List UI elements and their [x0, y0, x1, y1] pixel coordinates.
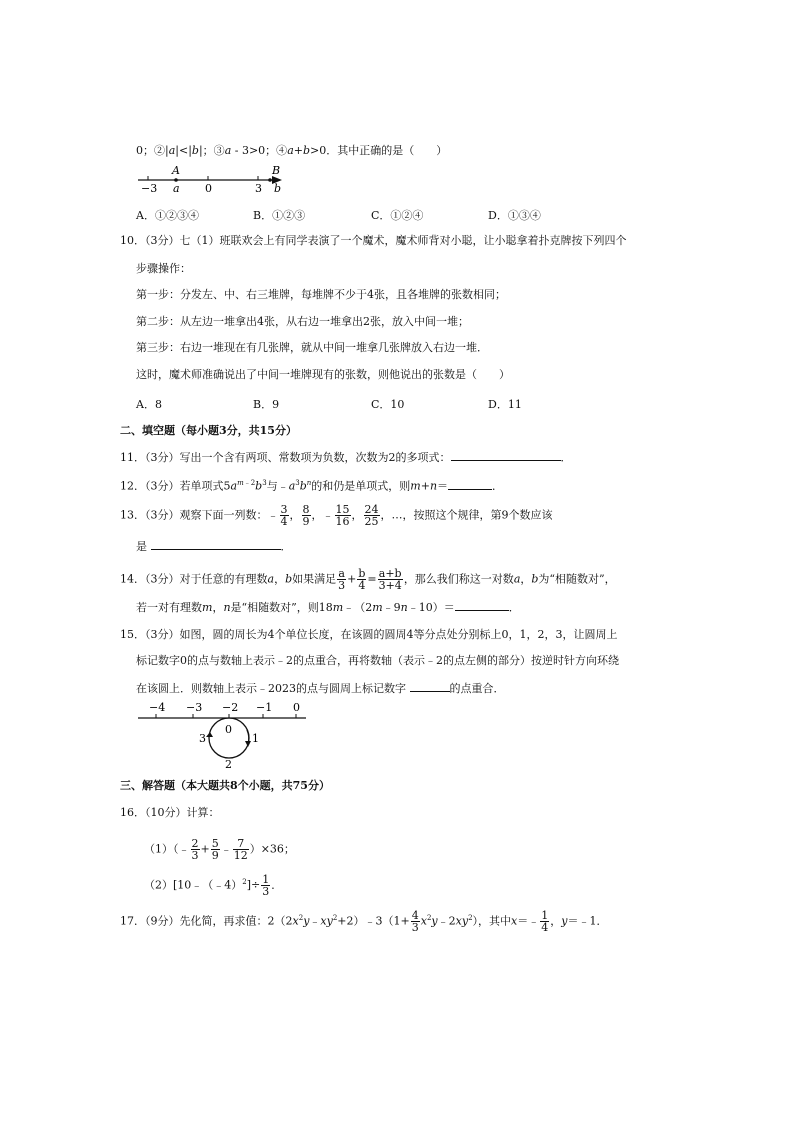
q14-text: 14．（3分）对于任意的有理数a，b如果满足 $\frac{a}{3}$ + $\frac{b}{4}$ = $\frac{a+b}{3+4}$ ，那么我们称这一对数a，b为“相随数对”，: [120, 567, 616, 592]
q15-tick-0: 0: [293, 701, 300, 714]
q15-line3: 在该圆上．则数轴上表示﹣2023的点与圆周上标记数字 的点重合．: [136, 682, 505, 695]
q16-title: 16．（10分）计算：: [120, 806, 220, 819]
q12-answer-blank[interactable]: [448, 479, 492, 490]
q15-answer-blank[interactable]: [410, 681, 450, 692]
q9-point-A: A: [172, 164, 180, 177]
q10-option-d[interactable]: D．11: [488, 398, 522, 411]
q10-line6: 这时，魔术师准确说出了中间一堆牌现有的张数，则他说出的张数是（ ）: [136, 368, 510, 381]
q9-option-d[interactable]: D．①③④: [488, 209, 541, 222]
q17-text: 17．（9分）先化简，再求值：$2(2x^2y﹣xy^2+2)﹣3(1+$ $\frac{4}{3}$ $x^2y﹣2xy^2$），其中x＝﹣ $\frac{1}{4}$ ，y＝﹣1．: [120, 909, 608, 934]
q9-tick-b: b: [274, 182, 282, 195]
q9-option-a[interactable]: A．①②③④: [136, 209, 199, 222]
q9-text: 0；②|a|<|b|；③a - 3>0；④a+b>0．其中正确的是（ ）: [136, 144, 448, 157]
q10-step1: 第一步：分发左、中、右三堆牌，每堆牌不少于4张，且各堆牌的张数相同；: [136, 288, 506, 301]
q9-number-line: [138, 164, 288, 196]
q13-text-line2: 是 ．: [136, 540, 292, 553]
q14-text-line2: 若一对有理数m，n是“相随数对”，则18m﹣（2m﹣9n﹣10）＝ ．: [136, 601, 520, 614]
q12-text: 12．（3分）若单项式$5a^{m﹣2}b^3$与$﹣a^3b^n$的和仍是单项式，则m+n＝ ．: [120, 479, 504, 493]
q15-circle-3: 3: [199, 732, 206, 745]
q15-circle-1: 1: [252, 732, 259, 745]
q15-tick-neg1: −1: [256, 701, 273, 714]
q15-tick-neg3: −3: [186, 701, 203, 714]
q15-circle-diagram: [138, 702, 308, 770]
q13-answer-blank[interactable]: [151, 539, 281, 550]
q16-part1: （1）（﹣ $\frac{2}{3}$ + $\frac{5}{9}$ ﹣ $\frac{7}{12}$ ）×36；: [144, 837, 295, 862]
q10-step2: 第二步：从左边一堆拿出4张，从右边一堆拿出2张，放入中间一堆；: [136, 315, 469, 328]
q9-tick-a: a: [173, 182, 180, 195]
q10-option-a[interactable]: A．8: [136, 398, 162, 411]
q9-point-B: B: [272, 164, 281, 177]
q9-tick-0: 0: [205, 182, 212, 195]
q14-answer-blank[interactable]: [455, 600, 509, 611]
section-2-heading: 二、填空题（每小题3分，共15分）: [120, 424, 297, 437]
q10-option-c[interactable]: C．10: [371, 398, 405, 411]
q15-line2: 标记数字0的点与数轴上表示﹣2的点重合，再将数轴（表示﹣2的点左侧的部分）按逆时针方向环绕: [136, 654, 619, 667]
q15-circle-0: 0: [225, 723, 232, 736]
q9-tick-3: 3: [255, 182, 262, 195]
q9-option-c[interactable]: C．①②④: [371, 209, 424, 222]
section-3-heading: 三、解答题（本大题共8个小题，共75分）: [120, 779, 330, 792]
q10-line1: 10．（3分）七（1）班联欢会上有同学表演了一个魔术，魔术师背对小聪，让小聪拿着扑克牌按下列四个: [120, 234, 627, 247]
q15-circle-2: 2: [225, 758, 232, 771]
q10-option-b[interactable]: B．9: [253, 398, 280, 411]
q10-step3: 第三步：右边一堆现在有几张牌，就从中间一堆拿几张牌放入右边一堆．: [136, 341, 488, 354]
q15-line1: 15．（3分）如图，圆的周长为4个单位长度，在该圆的圆周4等分点处分别标上0，1，2，3，让圆周上: [120, 628, 618, 641]
q11-answer-blank[interactable]: [451, 450, 561, 461]
q15-tick-neg4: −4: [149, 701, 166, 714]
q10-line2: 步骤操作：: [136, 262, 191, 275]
q9-tick-neg3: −3: [141, 182, 158, 195]
q11-text: 11．（3分）写出一个含有两项、常数项为负数，次数为2的多项式： ．: [120, 451, 572, 464]
q13-text: 13．（3分）观察下面一列数：﹣ $\frac{3}{4}$ ， $\frac{8}{9}$ ，﹣ $\frac{15}{16}$ ， $\frac{24}{25}$ ，…，按照这个规律，第9个数应该: [120, 503, 553, 528]
q15-tick-neg2: −2: [222, 701, 239, 714]
q16-part2: （2）[10﹣（﹣4）$^2$]÷ $\frac{1}{3}$ ．: [144, 873, 283, 898]
q9-option-b[interactable]: B．①②③: [253, 209, 306, 222]
